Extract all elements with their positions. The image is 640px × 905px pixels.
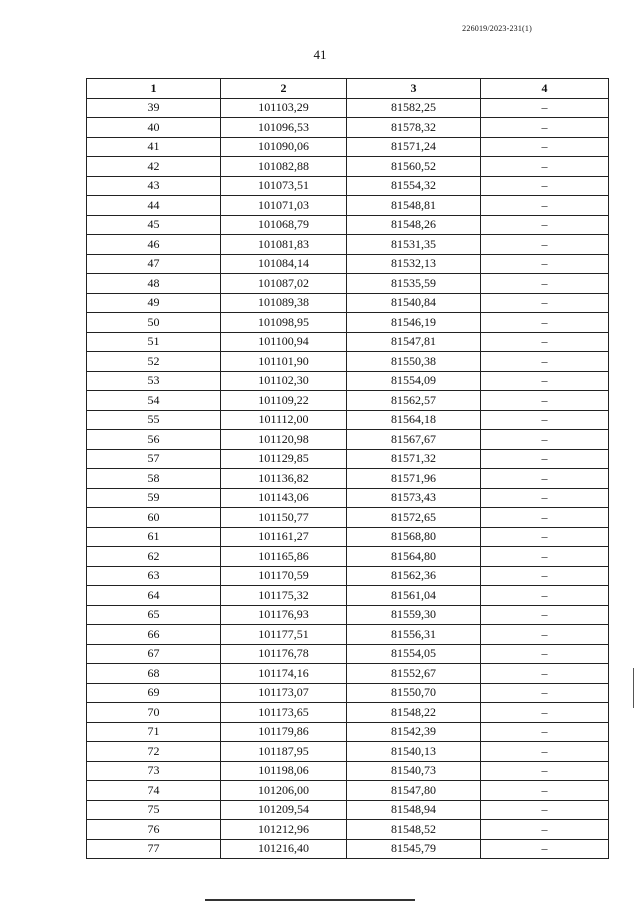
table-row	[87, 800, 609, 820]
table-cell: 101073,51	[221, 176, 347, 196]
table-cell: 101120,98	[221, 430, 347, 450]
table-row	[87, 98, 609, 118]
table-cell: 81548,94	[347, 800, 481, 820]
table-cell: 75	[87, 800, 221, 820]
table-cell: 55	[87, 410, 221, 430]
table-row	[87, 410, 609, 430]
table-cell: 81559,30	[347, 605, 481, 625]
table-row	[87, 586, 609, 606]
table-cell: –	[481, 742, 609, 762]
table-cell: –	[481, 625, 609, 645]
table-row	[87, 449, 609, 469]
table-row	[87, 196, 609, 216]
table-cell: 74	[87, 781, 221, 801]
table-cell: –	[481, 352, 609, 372]
table-cell: 101173,65	[221, 703, 347, 723]
table-cell: –	[481, 683, 609, 703]
footer-rule	[205, 899, 415, 901]
table-cell: 81550,38	[347, 352, 481, 372]
table-row	[87, 605, 609, 625]
table-cell: 67	[87, 644, 221, 664]
table-cell: 81582,25	[347, 98, 481, 118]
table-cell: 81571,96	[347, 469, 481, 489]
table-cell: 81567,67	[347, 430, 481, 450]
table-cell: 101096,53	[221, 118, 347, 138]
table-row	[87, 683, 609, 703]
table-cell: 68	[87, 664, 221, 684]
table-cell: –	[481, 664, 609, 684]
table-cell: 101100,94	[221, 332, 347, 352]
table-cell: 81564,18	[347, 410, 481, 430]
table-cell: 44	[87, 196, 221, 216]
table-cell: –	[481, 254, 609, 274]
table-cell: –	[481, 839, 609, 859]
table-cell: 101084,14	[221, 254, 347, 274]
table-row	[87, 761, 609, 781]
table-cell: 101103,29	[221, 98, 347, 118]
table-cell: 101209,54	[221, 800, 347, 820]
table-cell: –	[481, 274, 609, 294]
table-cell: 66	[87, 625, 221, 645]
column-header: 4	[481, 79, 609, 99]
table-cell: 81573,43	[347, 488, 481, 508]
table-cell: 81571,32	[347, 449, 481, 469]
table-cell: –	[481, 215, 609, 235]
table-cell: –	[481, 469, 609, 489]
table-cell: 101087,02	[221, 274, 347, 294]
table-cell: 69	[87, 683, 221, 703]
page-number: 41	[313, 47, 327, 62]
table-cell: 101109,22	[221, 391, 347, 411]
table-cell: 101216,40	[221, 839, 347, 859]
table-row	[87, 625, 609, 645]
table-cell: 41	[87, 137, 221, 157]
table-cell: –	[481, 332, 609, 352]
table-cell: 81552,67	[347, 664, 481, 684]
table-cell: –	[481, 410, 609, 430]
table-cell: 101176,93	[221, 605, 347, 625]
table-cell: 81545,79	[347, 839, 481, 859]
table-cell: 101081,83	[221, 235, 347, 255]
table-cell: 42	[87, 157, 221, 177]
table-cell: 101089,38	[221, 293, 347, 313]
table-cell: –	[481, 781, 609, 801]
table-row	[87, 644, 609, 664]
table-cell: –	[481, 371, 609, 391]
table-cell: –	[481, 313, 609, 333]
table-row	[87, 664, 609, 684]
table-cell: 81540,13	[347, 742, 481, 762]
table-cell: 101150,77	[221, 508, 347, 528]
table-body	[87, 98, 609, 859]
table-cell: 81554,05	[347, 644, 481, 664]
table-cell: –	[481, 235, 609, 255]
table-row	[87, 781, 609, 801]
table-cell: 81554,09	[347, 371, 481, 391]
table-cell: –	[481, 196, 609, 216]
table-row	[87, 254, 609, 274]
table-row	[87, 118, 609, 138]
table-cell: –	[481, 176, 609, 196]
table-cell: 51	[87, 332, 221, 352]
table-cell: –	[481, 547, 609, 567]
table-cell: 72	[87, 742, 221, 762]
table-cell: 81540,84	[347, 293, 481, 313]
edge-mark	[633, 668, 634, 708]
table-cell: 48	[87, 274, 221, 294]
table-cell: –	[481, 566, 609, 586]
table-row	[87, 566, 609, 586]
table-row	[87, 391, 609, 411]
table-cell: 101176,78	[221, 644, 347, 664]
table-cell: 81542,39	[347, 722, 481, 742]
table-cell: 54	[87, 391, 221, 411]
table-cell: 45	[87, 215, 221, 235]
table-row	[87, 235, 609, 255]
table-cell: 63	[87, 566, 221, 586]
table-cell: 59	[87, 488, 221, 508]
table-cell: –	[481, 449, 609, 469]
table-cell: 81562,36	[347, 566, 481, 586]
table-row	[87, 137, 609, 157]
table-cell: 49	[87, 293, 221, 313]
table-cell: 101179,86	[221, 722, 347, 742]
table-header-row	[87, 79, 609, 99]
table-row	[87, 508, 609, 528]
table-row	[87, 722, 609, 742]
table-row	[87, 157, 609, 177]
table-cell: –	[481, 508, 609, 528]
table-cell: 81564,80	[347, 547, 481, 567]
table-cell: 81531,35	[347, 235, 481, 255]
coordinates-table	[86, 78, 609, 859]
table-cell: –	[481, 118, 609, 138]
table-cell: 101198,06	[221, 761, 347, 781]
table-cell: 61	[87, 527, 221, 547]
table-row	[87, 703, 609, 723]
table-cell: 101101,90	[221, 352, 347, 372]
table-row	[87, 352, 609, 372]
table-row	[87, 176, 609, 196]
table-cell: 81548,52	[347, 820, 481, 840]
table-cell: 58	[87, 469, 221, 489]
table-cell: 81546,19	[347, 313, 481, 333]
table-cell: 81571,24	[347, 137, 481, 157]
table-row	[87, 332, 609, 352]
table-cell: 53	[87, 371, 221, 391]
column-header: 1	[87, 79, 221, 99]
table-cell: 101129,85	[221, 449, 347, 469]
table-row	[87, 430, 609, 450]
table-cell: 81550,70	[347, 683, 481, 703]
table-cell: 50	[87, 313, 221, 333]
table-cell: –	[481, 644, 609, 664]
table-cell: –	[481, 800, 609, 820]
table-cell: 81562,57	[347, 391, 481, 411]
table-cell: 101090,06	[221, 137, 347, 157]
table-cell: 40	[87, 118, 221, 138]
table-cell: 101212,96	[221, 820, 347, 840]
table-cell: 101165,86	[221, 547, 347, 567]
table-cell: 60	[87, 508, 221, 528]
table-row	[87, 215, 609, 235]
table-cell: 81568,80	[347, 527, 481, 547]
table-cell: –	[481, 391, 609, 411]
table-cell: –	[481, 722, 609, 742]
table-cell: 101143,06	[221, 488, 347, 508]
table-cell: 101068,79	[221, 215, 347, 235]
table-cell: 81547,81	[347, 332, 481, 352]
table-cell: 81540,73	[347, 761, 481, 781]
table-row	[87, 371, 609, 391]
table-cell: –	[481, 488, 609, 508]
table-cell: 39	[87, 98, 221, 118]
table-cell: 81548,81	[347, 196, 481, 216]
table-cell: 46	[87, 235, 221, 255]
table-cell: –	[481, 137, 609, 157]
table-cell: 81548,22	[347, 703, 481, 723]
table-row	[87, 820, 609, 840]
table-cell: –	[481, 98, 609, 118]
table-cell: 101177,51	[221, 625, 347, 645]
table-cell: 76	[87, 820, 221, 840]
table-cell: 62	[87, 547, 221, 567]
table-row	[87, 488, 609, 508]
table-cell: 71	[87, 722, 221, 742]
table-cell: 81554,32	[347, 176, 481, 196]
table-cell: 101173,07	[221, 683, 347, 703]
table-cell: 101175,32	[221, 586, 347, 606]
table-cell: 101082,88	[221, 157, 347, 177]
table-row	[87, 839, 609, 859]
table-cell: –	[481, 703, 609, 723]
table-cell: 52	[87, 352, 221, 372]
table-cell: 70	[87, 703, 221, 723]
table-cell: 81548,26	[347, 215, 481, 235]
table-cell: –	[481, 157, 609, 177]
table-row	[87, 527, 609, 547]
table-row	[87, 293, 609, 313]
table-cell: –	[481, 605, 609, 625]
table-row	[87, 742, 609, 762]
table-cell: 81535,59	[347, 274, 481, 294]
table-cell: 101161,27	[221, 527, 347, 547]
table-cell: 43	[87, 176, 221, 196]
table-cell: 81560,52	[347, 157, 481, 177]
table-cell: –	[481, 430, 609, 450]
table-cell: 101112,00	[221, 410, 347, 430]
table-cell: 101174,16	[221, 664, 347, 684]
table-cell: –	[481, 527, 609, 547]
table-cell: 81578,32	[347, 118, 481, 138]
table-cell: –	[481, 761, 609, 781]
table-cell: 81556,31	[347, 625, 481, 645]
table-cell: 64	[87, 586, 221, 606]
table-cell: 73	[87, 761, 221, 781]
table-cell: 65	[87, 605, 221, 625]
table-cell: 101170,59	[221, 566, 347, 586]
table-cell: 57	[87, 449, 221, 469]
document-id: 226019/2023-231(1)	[462, 24, 532, 33]
table-cell: 101071,03	[221, 196, 347, 216]
table-cell: –	[481, 586, 609, 606]
table-cell: –	[481, 820, 609, 840]
table-cell: 101102,30	[221, 371, 347, 391]
column-header: 2	[221, 79, 347, 99]
table-row	[87, 469, 609, 489]
table-cell: 56	[87, 430, 221, 450]
table-cell: 101136,82	[221, 469, 347, 489]
table-cell: 81561,04	[347, 586, 481, 606]
table-cell: 101098,95	[221, 313, 347, 333]
table-cell: –	[481, 293, 609, 313]
table-row	[87, 547, 609, 567]
table-cell: 81532,13	[347, 254, 481, 274]
table-cell: 101206,00	[221, 781, 347, 801]
table-cell: 81572,65	[347, 508, 481, 528]
table-cell: 81547,80	[347, 781, 481, 801]
table-row	[87, 313, 609, 333]
table-cell: 47	[87, 254, 221, 274]
table-row	[87, 274, 609, 294]
column-header: 3	[347, 79, 481, 99]
table-cell: 101187,95	[221, 742, 347, 762]
table-cell: 77	[87, 839, 221, 859]
